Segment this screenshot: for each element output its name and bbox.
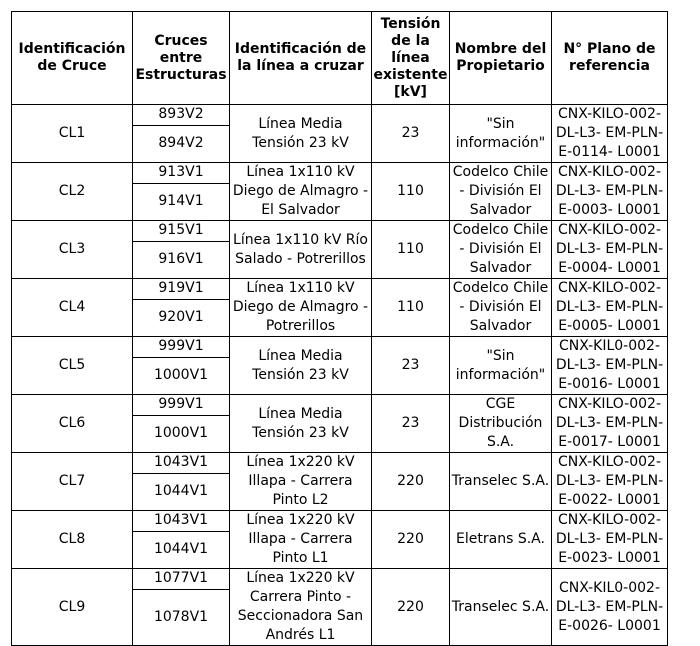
crossings-table: [11, 11, 668, 646]
structure-start-cell: 1043V1: [133, 453, 230, 474]
voltage-cell: 23: [372, 105, 450, 163]
owner-cell: Codelco Chile - División El Salvador: [450, 163, 552, 221]
table-row: [12, 163, 668, 184]
line-id-cell: Línea Media Tensión 23 kV: [230, 395, 372, 453]
crossing-id-cell: CL4: [12, 279, 133, 337]
table-row: [12, 395, 668, 416]
structure-start-cell: 919V1: [133, 279, 230, 300]
structure-end-cell: 1000V1: [133, 357, 230, 394]
owner-cell: Eletrans S.A.: [450, 511, 552, 569]
crossing-id-cell: CL5: [12, 337, 133, 395]
plan-cell: CNX-KILO-002-DL-L3- EM-PLN-E-0017- L0001: [552, 395, 668, 453]
plan-cell: CNX-KILO-002-DL-L3- EM-PLN-E-0003- L0001: [552, 163, 668, 221]
header-voltage: Tensión de la línea existente [kV]: [372, 12, 450, 105]
header-crossing-id: Identificación de Cruce: [12, 12, 133, 105]
plan-cell: CNX-KILO-002-DL-L3- EM-PLN-E-0114- L0001: [552, 105, 668, 163]
table-row: [12, 337, 668, 358]
owner-cell: CGE Distribución S.A.: [450, 395, 552, 453]
plan-cell: CNX-KILO-002-DL-L3- EM-PLN-E-0005- L0001: [552, 279, 668, 337]
crossing-id-cell: CL9: [12, 569, 133, 646]
line-id-cell: Línea 1x110 kV Río Salado - Potrerillos: [230, 221, 372, 279]
crossing-id-cell: CL1: [12, 105, 133, 163]
structure-start-cell: 893V2: [133, 105, 230, 126]
structure-start-cell: 913V1: [133, 163, 230, 184]
line-id-cell: Línea Media Tensión 23 kV: [230, 105, 372, 163]
voltage-cell: 110: [372, 221, 450, 279]
line-id-cell: Línea 1x220 kV Illapa - Carrera Pinto L1: [230, 511, 372, 569]
line-id-cell: Línea 1x220 kV Carrera Pinto - Seccionadora San Andrés L1: [230, 569, 372, 646]
header-line-id: Identificación de la línea a cruzar: [230, 12, 372, 105]
table-row: [12, 221, 668, 242]
owner-cell: "Sin información": [450, 105, 552, 163]
structure-end-cell: 1078V1: [133, 589, 230, 645]
owner-cell: "Sin información": [450, 337, 552, 395]
structure-end-cell: 920V1: [133, 299, 230, 336]
voltage-cell: 220: [372, 453, 450, 511]
plan-cell: CNX-KILO-002-DL-L3- EM-PLN-E-0004- L0001: [552, 221, 668, 279]
plan-cell: CNX-KIL0-002-DL-L3- EM-PLN-E-0026- L0001: [552, 569, 668, 646]
structure-start-cell: 999V1: [133, 395, 230, 416]
owner-cell: Codelco Chile - División El Salvador: [450, 279, 552, 337]
header-owner: Nombre del Propietario: [450, 12, 552, 105]
table-row: [12, 569, 668, 590]
table-row: [12, 105, 668, 126]
header-structures: Cruces entre Estructuras: [133, 12, 230, 105]
voltage-cell: 220: [372, 511, 450, 569]
line-id-cell: Línea 1x110 kV Diego de Almagro - El Salvador: [230, 163, 372, 221]
crossing-id-cell: CL6: [12, 395, 133, 453]
crossing-id-cell: CL7: [12, 453, 133, 511]
voltage-cell: 110: [372, 163, 450, 221]
plan-cell: CNX-KILO-002-DL-L3- EM-PLN-E-0023- L0001: [552, 511, 668, 569]
voltage-cell: 110: [372, 279, 450, 337]
structure-end-cell: 1000V1: [133, 415, 230, 452]
header-plan: N° Plano de referencia: [552, 12, 668, 105]
crossing-id-cell: CL2: [12, 163, 133, 221]
header-row: [12, 12, 668, 105]
line-id-cell: Línea Media Tensión 23 kV: [230, 337, 372, 395]
structure-start-cell: 999V1: [133, 337, 230, 358]
structure-end-cell: 1044V1: [133, 473, 230, 510]
structure-end-cell: 914V1: [133, 183, 230, 220]
owner-cell: Transelec S.A.: [450, 569, 552, 646]
crossing-id-cell: CL3: [12, 221, 133, 279]
voltage-cell: 220: [372, 569, 450, 646]
voltage-cell: 23: [372, 337, 450, 395]
structure-start-cell: 1077V1: [133, 569, 230, 590]
voltage-cell: 23: [372, 395, 450, 453]
crossing-id-cell: CL8: [12, 511, 133, 569]
owner-cell: Transelec S.A.: [450, 453, 552, 511]
table-row: [12, 511, 668, 532]
structure-end-cell: 916V1: [133, 241, 230, 278]
line-id-cell: Línea 1x220 kV Illapa - Carrera Pinto L2: [230, 453, 372, 511]
plan-cell: CNX-KIL0-002-DL-L3- EM-PLN-E-0016- L0001: [552, 337, 668, 395]
structure-start-cell: 1043V1: [133, 511, 230, 532]
line-id-cell: Línea 1x110 kV Diego de Almagro - Potrerillos: [230, 279, 372, 337]
table-row: [12, 279, 668, 300]
owner-cell: Codelco Chile - División El Salvador: [450, 221, 552, 279]
plan-cell: CNX-KILO-002-DL-L3- EM-PLN-E-0022- L0001: [552, 453, 668, 511]
table-row: [12, 453, 668, 474]
structure-end-cell: 1044V1: [133, 531, 230, 568]
structure-end-cell: 894V2: [133, 125, 230, 162]
structure-start-cell: 915V1: [133, 221, 230, 242]
